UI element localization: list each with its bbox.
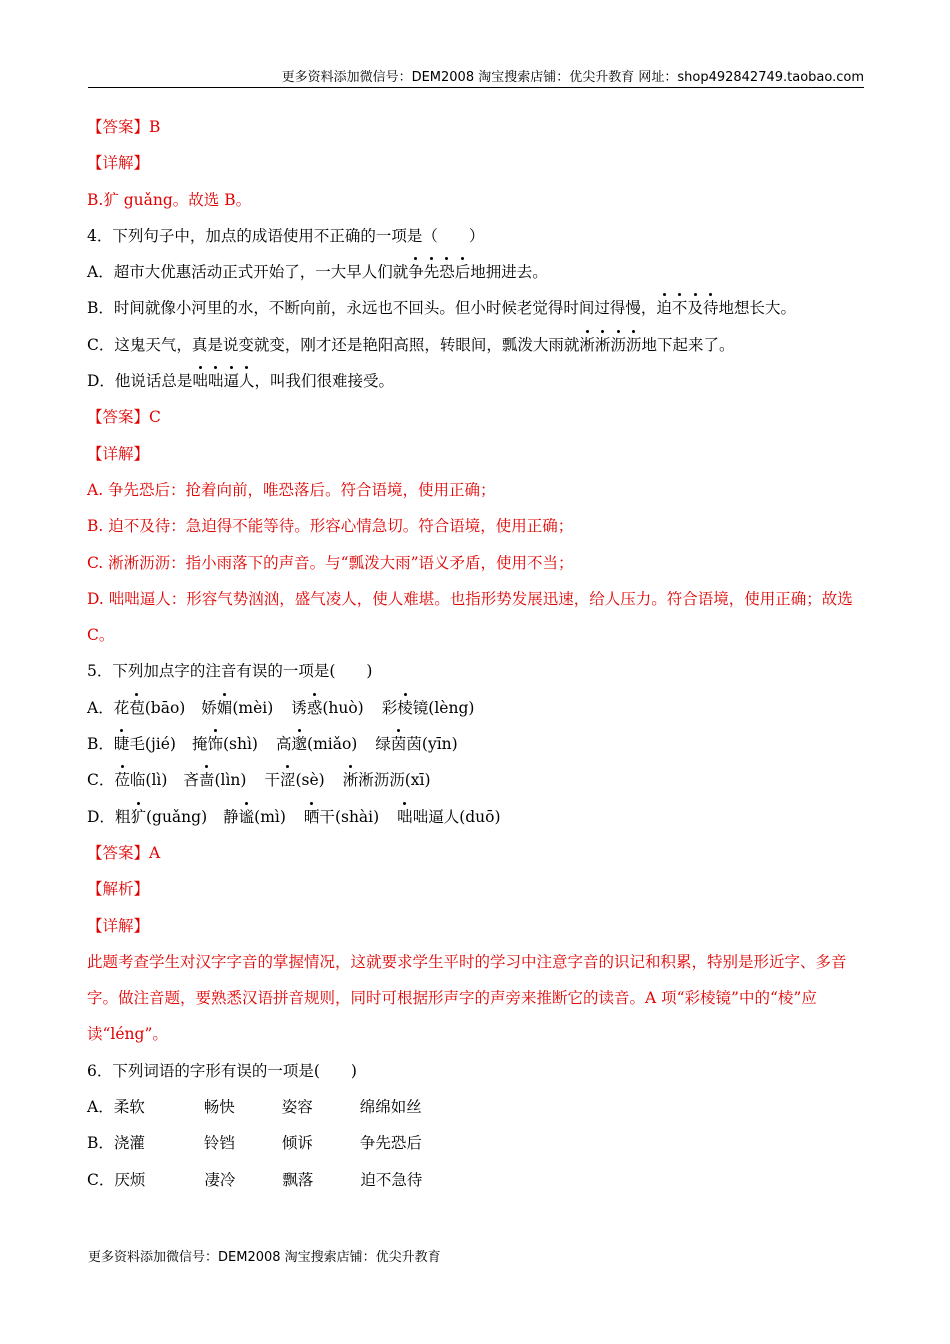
word: 绵绵如丝: [359, 1098, 422, 1117]
pinyin-item: 吝啬(lìn): [183, 762, 246, 798]
dotted-char: 不: [672, 290, 688, 326]
q4-answer: 【答案】C: [87, 408, 161, 427]
q3-detail-label: 【详解】: [87, 154, 150, 173]
pinyin-item: 掩饰(shì): [192, 726, 258, 762]
word: 柔软: [113, 1098, 145, 1117]
q4-stem: 4．下列句子中，加点的成语使用不正确的一项是（ ）: [87, 226, 485, 245]
q6-option-row: [87, 1125, 867, 1161]
option-label: D．: [87, 807, 115, 826]
dotted-char: 淅: [343, 762, 359, 798]
q5-stem: 5．下列加点字的注音有误的一项是( ): [87, 662, 373, 681]
word: 厌烦: [114, 1170, 146, 1189]
q5-option-row: [87, 799, 867, 835]
q4-detail-c: C. 淅淅沥沥：指小雨落下的声音。与“瓢泼大雨”语义矛盾，使用不当；: [87, 553, 574, 572]
pinyin-item: 静谧(mì): [223, 799, 286, 835]
document-body: [87, 109, 867, 1198]
q5-option-row: [87, 762, 867, 798]
q6-option-row: [87, 1089, 867, 1125]
q3-answer: 【答案】B: [87, 118, 161, 136]
dotted-char: 睫: [114, 726, 130, 762]
option-label: C．: [87, 1170, 115, 1189]
q6-option-row: [87, 1162, 867, 1198]
pinyin-item: 睫毛(jié): [114, 726, 176, 762]
q4-detail-label: 【详解】: [87, 444, 150, 463]
dotted-char: 淅: [595, 327, 611, 363]
q4-option-a: A．超市大优惠活动正式开始了，一大早人们就争先恐后地拥进去。: [87, 254, 867, 290]
dotted-char: 茵: [391, 726, 407, 762]
dotted-char: 苞: [129, 690, 145, 726]
header-divider: [88, 87, 864, 88]
dotted-char: 涩: [280, 762, 296, 798]
q5-detail: 此题考查学生对汉字字音的掌握情况，这就要求学生平时的学习中注意字音的识记和积累，特别是形近字、多音字。做注音题，要熟悉汉语拼音规则，同时可根据形声字的声旁来推断它的读音。A 项“彩棱镜”中的“棱”应读“léng”。: [87, 952, 847, 1044]
dotted-char: 逼: [223, 363, 239, 399]
dotted-char: 谧: [239, 799, 255, 835]
word: 倾诉: [281, 1134, 313, 1153]
page-header: 更多资料添加微信号：DEM2008 淘宝搜索店铺：优尖升教育 网址：shop492842749.taobao.com: [281, 70, 864, 85]
dotted-char: 咄: [208, 363, 224, 399]
dotted-char: 饰: [207, 726, 223, 762]
option-label: C．: [87, 771, 115, 790]
option-label: B．: [87, 1134, 114, 1153]
pinyin-item: 淅淅沥沥(xī): [343, 762, 431, 798]
q5-option-row: [87, 726, 867, 762]
q4-option-d: D．他说话总是咄咄逼人，叫我们很难接受。: [87, 363, 867, 399]
pinyin-item: 彩棱镜(lèng): [382, 690, 475, 726]
q4-option-c: C．这鬼天气，真是说变就变，刚才还是艳阳高照，转眼间，瓢泼大雨就淅淅沥沥地下起来了。: [87, 327, 867, 363]
word: 畅快: [203, 1098, 235, 1117]
dotted-char: 人: [239, 363, 255, 399]
q6-stem: 6．下列词语的字形有误的一项是( ): [87, 1061, 357, 1080]
word: 姿容: [281, 1098, 313, 1117]
option-label: A．: [87, 1098, 114, 1117]
word: 飘落: [282, 1170, 314, 1189]
pinyin-item: 粗犷(guǎng): [115, 799, 207, 835]
word: 浇灌: [113, 1134, 145, 1153]
dotted-char: 咄: [397, 799, 413, 835]
dotted-char: 淅: [579, 327, 595, 363]
q4-detail-b: B. 迫不及待：急迫得不能等待。形容心情急切。符合语境，使用正确；: [87, 517, 574, 536]
q3-detail: B.犷 guǎng。故选 B。: [87, 190, 252, 209]
q5-analysis-label: 【解析】: [87, 880, 150, 899]
dotted-char: 媚: [217, 690, 233, 726]
dotted-char: 咄: [192, 363, 208, 399]
q4-detail-a: A. 争先恐后：抢着向前，唯恐落后。符合语境，使用正确；: [87, 480, 496, 499]
dotted-char: 邈: [292, 726, 308, 762]
pinyin-item: 莅临(lì): [114, 762, 167, 798]
word: 迫不急待: [360, 1170, 423, 1189]
q5-detail-label: 【详解】: [87, 916, 150, 935]
pinyin-item: 娇媚(mèi): [201, 690, 273, 726]
dotted-char: 惑: [307, 690, 323, 726]
option-label: B．: [87, 735, 114, 754]
pinyin-item: 干涩(sè): [264, 762, 324, 798]
dotted-char: 犷: [130, 799, 146, 835]
word: 铃铛: [203, 1134, 235, 1153]
dotted-char: 恐: [439, 254, 455, 290]
dotted-char: 莅: [114, 762, 130, 798]
pinyin-item: 晒干(shài): [304, 799, 379, 835]
dotted-char: 沥: [626, 327, 642, 363]
pinyin-item: 高邈(miǎo): [276, 726, 357, 762]
word: 凄冷: [204, 1170, 236, 1189]
dotted-char: 先: [424, 254, 440, 290]
dotted-char: 沥: [610, 327, 626, 363]
pinyin-item: 诱惑(huò): [291, 690, 363, 726]
word: 争先恐后: [359, 1134, 422, 1153]
q5-answer: 【答案】A: [87, 843, 161, 862]
pinyin-item: 咄咄逼人(duō): [397, 799, 500, 835]
q4-detail-d: D. 咄咄逼人：形容气势汹汹，盛气凌人，使人难堪。也指形势发展迅速，给人压力。符合语境，使用正确；故选 C。: [87, 589, 853, 645]
dotted-char: 迫: [656, 290, 672, 326]
dotted-char: 啬: [199, 762, 215, 798]
page-footer: 更多资料添加微信号：DEM2008 淘宝搜索店铺：优尖升教育: [88, 1250, 441, 1265]
dotted-char: 晒: [304, 799, 320, 835]
q5-option-row: [87, 690, 867, 726]
pinyin-item: 绿茵茵(yīn): [375, 726, 457, 762]
dotted-char: 待: [703, 290, 719, 326]
pinyin-item: 花苞(bāo): [114, 690, 186, 726]
option-label: A．: [87, 698, 114, 717]
q4-option-b: B．时间就像小河里的水，不断向前，永远也不回头。但小时候老觉得时间过得慢，迫不及待地想长大。: [87, 290, 867, 326]
dotted-char: 棱: [397, 690, 413, 726]
dotted-char: 及: [687, 290, 703, 326]
dotted-char: 争: [408, 254, 424, 290]
dotted-char: 后: [455, 254, 471, 290]
